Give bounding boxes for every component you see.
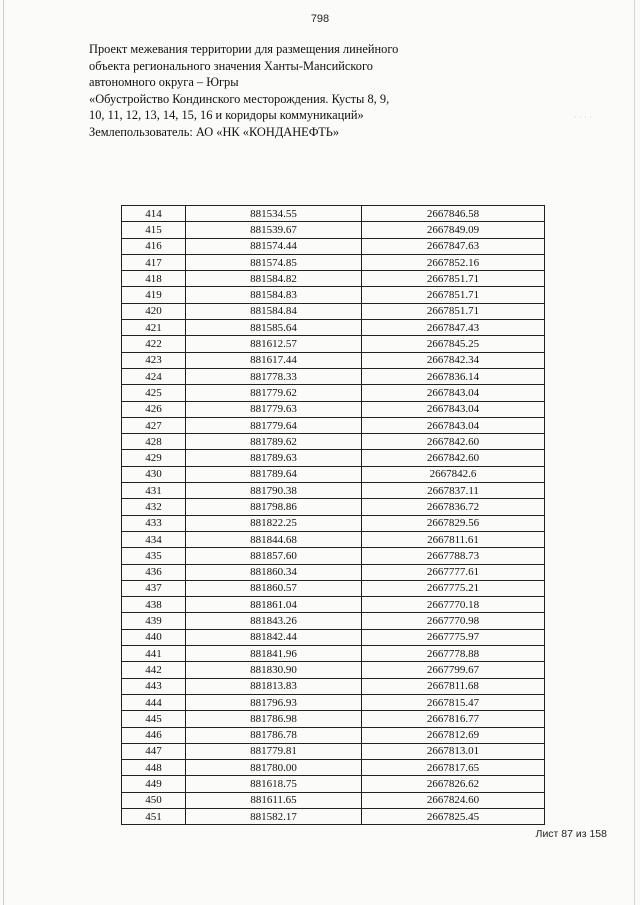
x-coordinate-cell: 881611.65 — [186, 792, 362, 808]
scan-smudge: · · · · — [574, 113, 592, 122]
point-number-cell: 437 — [122, 580, 186, 596]
table-row — [122, 597, 545, 613]
table-row — [122, 776, 545, 792]
table-row — [122, 613, 545, 629]
header-line: Землепользователь: АО «НК «КОНДАНЕФТЬ» — [89, 124, 340, 139]
x-coordinate-cell: 881779.63 — [186, 401, 362, 417]
y-coordinate-cell: 2667815.47 — [362, 694, 545, 710]
coordinates-table — [121, 205, 545, 825]
x-coordinate-cell: 881861.04 — [186, 597, 362, 613]
sheet-counter: Лист 87 из 158 — [535, 828, 607, 840]
y-coordinate-cell: 2667829.56 — [362, 515, 545, 531]
x-coordinate-cell: 881582.17 — [186, 808, 362, 824]
y-coordinate-cell: 2667824.60 — [362, 792, 545, 808]
point-number-cell: 439 — [122, 613, 186, 629]
y-coordinate-cell: 2667851.71 — [362, 287, 545, 303]
point-number-cell: 426 — [122, 401, 186, 417]
point-number-cell: 447 — [122, 743, 186, 759]
table-row — [122, 499, 545, 515]
table-row — [122, 727, 545, 743]
x-coordinate-cell: 881574.85 — [186, 254, 362, 270]
point-number-cell: 418 — [122, 271, 186, 287]
x-coordinate-cell: 881822.25 — [186, 515, 362, 531]
table-row — [122, 743, 545, 759]
table-row — [122, 238, 545, 254]
table-row — [122, 483, 545, 499]
y-coordinate-cell: 2667778.88 — [362, 646, 545, 662]
x-coordinate-cell: 881780.00 — [186, 760, 362, 776]
table-row — [122, 580, 545, 596]
point-number-cell: 446 — [122, 727, 186, 743]
y-coordinate-cell: 2667842.6 — [362, 466, 545, 482]
table-row — [122, 417, 545, 433]
point-number-cell: 445 — [122, 711, 186, 727]
y-coordinate-cell: 2667770.18 — [362, 597, 545, 613]
point-number-cell: 435 — [122, 548, 186, 564]
x-coordinate-cell: 881813.83 — [186, 678, 362, 694]
point-number-cell: 438 — [122, 597, 186, 613]
x-coordinate-cell: 881539.67 — [186, 222, 362, 238]
x-coordinate-cell: 881584.84 — [186, 303, 362, 319]
point-number-cell: 423 — [122, 352, 186, 368]
x-coordinate-cell: 881860.34 — [186, 564, 362, 580]
x-coordinate-cell: 881778.33 — [186, 368, 362, 384]
x-coordinate-cell: 881584.83 — [186, 287, 362, 303]
x-coordinate-cell: 881798.86 — [186, 499, 362, 515]
table-row — [122, 206, 545, 222]
y-coordinate-cell: 2667843.04 — [362, 417, 545, 433]
point-number-cell: 428 — [122, 434, 186, 450]
y-coordinate-cell: 2667788.73 — [362, 548, 545, 564]
y-coordinate-cell: 2667843.04 — [362, 401, 545, 417]
coordinates-table-body — [122, 206, 545, 825]
y-coordinate-cell: 2667845.25 — [362, 336, 545, 352]
x-coordinate-cell: 881789.64 — [186, 466, 362, 482]
scan-edge-left — [3, 0, 4, 905]
y-coordinate-cell: 2667811.68 — [362, 678, 545, 694]
y-coordinate-cell: 2667799.67 — [362, 662, 545, 678]
table-row — [122, 287, 545, 303]
point-number-cell: 449 — [122, 776, 186, 792]
point-number-cell: 422 — [122, 336, 186, 352]
point-number-cell: 442 — [122, 662, 186, 678]
point-number-cell: 416 — [122, 238, 186, 254]
point-number-cell: 432 — [122, 499, 186, 515]
y-coordinate-cell: 2667837.11 — [362, 483, 545, 499]
scan-edge-right — [634, 0, 635, 905]
x-coordinate-cell: 881618.75 — [186, 776, 362, 792]
y-coordinate-cell: 2667836.14 — [362, 368, 545, 384]
point-number-cell: 451 — [122, 808, 186, 824]
point-number-cell: 441 — [122, 646, 186, 662]
x-coordinate-cell: 881779.64 — [186, 417, 362, 433]
point-number-cell: 434 — [122, 531, 186, 547]
point-number-cell: 443 — [122, 678, 186, 694]
y-coordinate-cell: 2667847.43 — [362, 320, 545, 336]
y-coordinate-cell: 2667775.97 — [362, 629, 545, 645]
x-coordinate-cell: 881534.55 — [186, 206, 362, 222]
x-coordinate-cell: 881857.60 — [186, 548, 362, 564]
x-coordinate-cell: 881841.96 — [186, 646, 362, 662]
point-number-cell: 429 — [122, 450, 186, 466]
table-row — [122, 760, 545, 776]
point-number-cell: 414 — [122, 206, 186, 222]
y-coordinate-cell: 2667843.04 — [362, 385, 545, 401]
y-coordinate-cell: 2667826.62 — [362, 776, 545, 792]
x-coordinate-cell: 881860.57 — [186, 580, 362, 596]
header-line: Проект межевания территории для размещения линейного — [89, 42, 399, 56]
y-coordinate-cell: 2667851.71 — [362, 303, 545, 319]
table-row — [122, 711, 545, 727]
point-number-cell: 420 — [122, 303, 186, 319]
table-row — [122, 368, 545, 384]
point-number-cell: 436 — [122, 564, 186, 580]
point-number-cell: 430 — [122, 466, 186, 482]
table-row — [122, 434, 545, 450]
y-coordinate-cell: 2667812.69 — [362, 727, 545, 743]
page-number: 798 — [310, 13, 330, 25]
y-coordinate-cell: 2667817.65 — [362, 760, 545, 776]
table-row — [122, 385, 545, 401]
header-line: «Обустройство Кондинского месторождения. Кусты 8, 9, — [89, 91, 390, 106]
table-row — [122, 466, 545, 482]
point-number-cell: 417 — [122, 254, 186, 270]
y-coordinate-cell: 2667811.61 — [362, 531, 545, 547]
x-coordinate-cell: 881574.44 — [186, 238, 362, 254]
table-row — [122, 336, 545, 352]
y-coordinate-cell: 2667825.45 — [362, 808, 545, 824]
table-row — [122, 531, 545, 547]
table-row — [122, 320, 545, 336]
x-coordinate-cell: 881842.44 — [186, 629, 362, 645]
document-header — [89, 41, 509, 140]
table-row — [122, 222, 545, 238]
point-number-cell: 424 — [122, 368, 186, 384]
y-coordinate-cell: 2667842.60 — [362, 434, 545, 450]
x-coordinate-cell: 881843.26 — [186, 613, 362, 629]
x-coordinate-cell: 881585.64 — [186, 320, 362, 336]
point-number-cell: 444 — [122, 694, 186, 710]
table-row — [122, 401, 545, 417]
table-row — [122, 646, 545, 662]
x-coordinate-cell: 881779.62 — [186, 385, 362, 401]
table-row — [122, 450, 545, 466]
y-coordinate-cell: 2667813.01 — [362, 743, 545, 759]
x-coordinate-cell: 881789.62 — [186, 434, 362, 450]
point-number-cell: 448 — [122, 760, 186, 776]
y-coordinate-cell: 2667836.72 — [362, 499, 545, 515]
point-number-cell: 433 — [122, 515, 186, 531]
table-row — [122, 254, 545, 270]
table-row — [122, 303, 545, 319]
x-coordinate-cell: 881844.68 — [186, 531, 362, 547]
point-number-cell: 425 — [122, 385, 186, 401]
point-number-cell: 427 — [122, 417, 186, 433]
table-row — [122, 694, 545, 710]
point-number-cell: 440 — [122, 629, 186, 645]
table-row — [122, 271, 545, 287]
y-coordinate-cell: 2667775.21 — [362, 580, 545, 596]
table-row — [122, 515, 545, 531]
x-coordinate-cell: 881796.93 — [186, 694, 362, 710]
x-coordinate-cell: 881786.78 — [186, 727, 362, 743]
y-coordinate-cell: 2667849.09 — [362, 222, 545, 238]
point-number-cell: 421 — [122, 320, 186, 336]
y-coordinate-cell: 2667816.77 — [362, 711, 545, 727]
point-number-cell: 419 — [122, 287, 186, 303]
header-line: 10, 11, 12, 13, 14, 15, 16 и коридоры коммуникаций» — [89, 108, 364, 122]
y-coordinate-cell: 2667842.34 — [362, 352, 545, 368]
table-row — [122, 662, 545, 678]
table-row — [122, 548, 545, 564]
x-coordinate-cell: 881612.57 — [186, 336, 362, 352]
y-coordinate-cell: 2667851.71 — [362, 271, 545, 287]
x-coordinate-cell: 881617.44 — [186, 352, 362, 368]
point-number-cell: 450 — [122, 792, 186, 808]
header-line: автономного округа – Югры — [89, 75, 239, 89]
y-coordinate-cell: 2667852.16 — [362, 254, 545, 270]
y-coordinate-cell: 2667847.63 — [362, 238, 545, 254]
table-row — [122, 564, 545, 580]
table-row — [122, 792, 545, 808]
x-coordinate-cell: 881584.82 — [186, 271, 362, 287]
y-coordinate-cell: 2667842.60 — [362, 450, 545, 466]
table-row — [122, 629, 545, 645]
table-row — [122, 808, 545, 824]
y-coordinate-cell: 2667770.98 — [362, 613, 545, 629]
table-row — [122, 352, 545, 368]
x-coordinate-cell: 881786.98 — [186, 711, 362, 727]
y-coordinate-cell: 2667777.61 — [362, 564, 545, 580]
table-row — [122, 678, 545, 694]
header-line: объекта регионального значения Ханты-Мансийского — [89, 58, 373, 73]
x-coordinate-cell: 881789.63 — [186, 450, 362, 466]
point-number-cell: 415 — [122, 222, 186, 238]
x-coordinate-cell: 881830.90 — [186, 662, 362, 678]
point-number-cell: 431 — [122, 483, 186, 499]
x-coordinate-cell: 881790.38 — [186, 483, 362, 499]
x-coordinate-cell: 881779.81 — [186, 743, 362, 759]
y-coordinate-cell: 2667846.58 — [362, 206, 545, 222]
